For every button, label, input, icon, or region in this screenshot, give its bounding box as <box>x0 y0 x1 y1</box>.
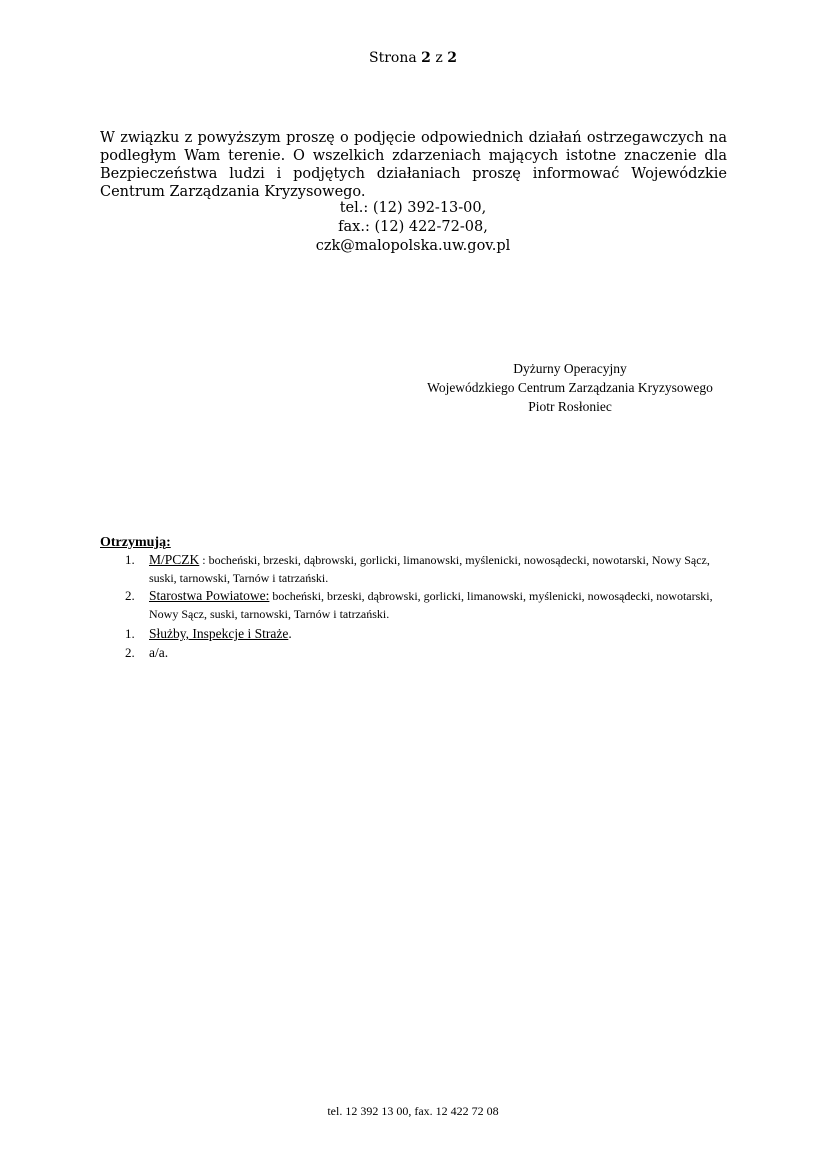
list-item-number: 1. <box>125 626 135 641</box>
list-item <box>100 625 740 643</box>
list-item-label: Starostwa Powiatowe: <box>149 588 270 603</box>
list-item-number: 2. <box>125 645 135 660</box>
list-item <box>100 587 740 623</box>
list-item <box>100 644 740 662</box>
list-item-text: bocheński, brzeski, dąbrowski, gorlicki, limanowski, myślenicki, nowosądecki, nowotarski, Nowy Sącz, suski, tarnowski, Tarnów i tatrzański. <box>149 589 713 621</box>
contact-tel: tel.: (12) 392-13-00, <box>339 200 487 216</box>
list-item-number: 1. <box>125 552 135 567</box>
body-paragraph: W związku z powyższym proszę o podjęcie odpowiednich działań ostrzegawczych na podległym Wam terenie. O wszelkich zdarzeniach mających istotne znaczenie dla Bezpieczeństwa ludzi i podjętych działaniach proszę informować Wojewódzkie Centrum Zarządzania Kryzysowego. <box>100 130 727 200</box>
list-item-text: a/a. <box>149 645 169 660</box>
contact-fax: fax.: (12) 422-72-08, <box>338 219 488 235</box>
signature-block <box>400 359 740 416</box>
recipients-title: Otrzymują: <box>100 535 171 550</box>
list-item-number: 2. <box>125 588 135 603</box>
signature-role: Dyżurny Operacyjny <box>513 361 627 376</box>
list-item-label: M/PCZK <box>149 552 200 567</box>
list-item <box>100 551 740 587</box>
list-item-text: : bocheński, brzeski, dąbrowski, gorlicki, limanowski, myślenicki, nowosądecki, nowotarski, Nowy Sącz, suski, tarnowski, Tarnów i tatrzański. <box>149 553 710 585</box>
recipients-block <box>100 535 740 662</box>
page-header-prefix: Strona <box>369 50 417 66</box>
page-header <box>0 50 826 66</box>
page-number-total: 2 <box>447 50 457 66</box>
page-header-separator: z <box>435 50 443 66</box>
list-item-text: . <box>288 626 292 641</box>
contact-block <box>0 199 826 256</box>
page-footer: tel. 12 392 13 00, fax. 12 422 72 08 <box>327 1104 499 1118</box>
signature-organization: Wojewódzkiego Centrum Zarządzania Kryzysowego <box>427 380 713 395</box>
signature-name: Piotr Rosłoniec <box>528 399 612 414</box>
list-item-label: Służby, Inspekcje i Straże <box>149 626 289 641</box>
contact-email: czk@malopolska.uw.gov.pl <box>315 238 511 254</box>
page-number-current: 2 <box>421 50 431 66</box>
recipients-list <box>100 551 740 662</box>
